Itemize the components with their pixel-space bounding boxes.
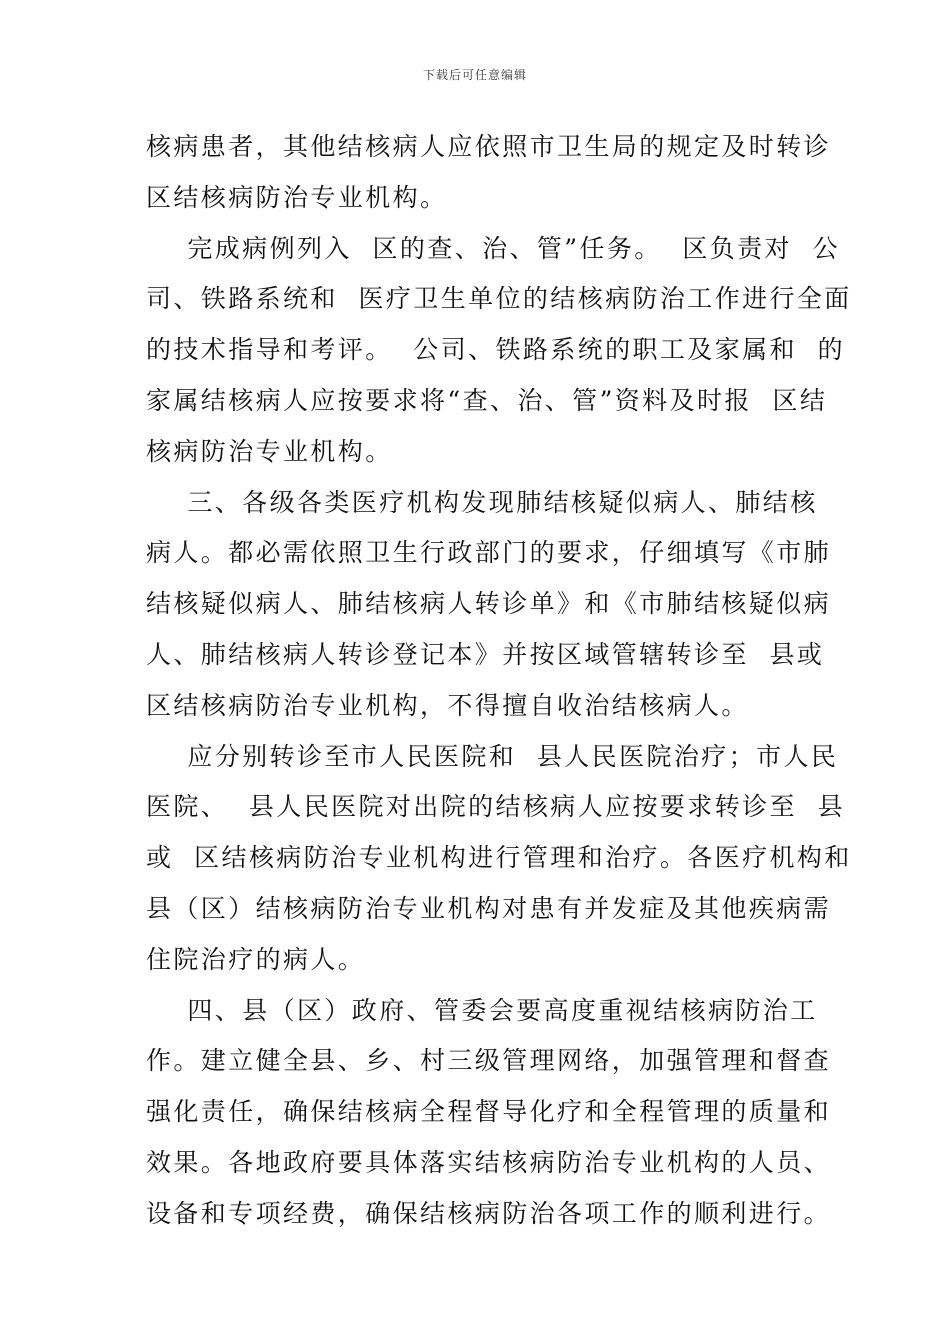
text-line-4: 司、铁路系统和 医疗卫生单位的结核病防治工作进行全面 [146,284,852,314]
text-line-12: 区结核病防治专业机构，不得擅自收治结核病人。 [146,690,749,720]
text-line-22: 设备和专项经费，确保结核病防治各项工作的顺利进行。 [146,1198,832,1228]
text-line-18: 四、县（区）政府、管委会要高度重视结核病防治工 [146,995,818,1025]
text-line-9: 病人。都必需依照卫生行政部门的要求，仔细填写《市肺 [146,538,832,568]
text-line-13: 应分别转诊至市人民医院和 县人民医院治疗；市人民 [146,741,839,771]
text-line-21: 效果。各地政府要具体落实结核病防治专业机构的人员、 [146,1147,832,1177]
text-line-8: 三、各级各类医疗机构发现肺结核疑似病人、肺结核 [146,487,818,517]
text-line-14: 医院、 县人民医院对出院的结核病人应按要求转诊至 县 [146,792,845,822]
header-note: 下载后可任意编辑 [422,68,527,82]
text-line-2: 区结核病防治专业机构。 [146,182,448,212]
text-line-7: 核病防治专业机构。 [146,436,393,466]
text-line-16: 县（区）结核病防治专业机构对患有并发症及其他疾病需 [146,893,832,923]
text-line-10: 结核疑似病人、肺结核病人转诊单》和《市肺结核疑似病 [146,589,832,619]
text-line-20: 强化责任，确保结核病全程督导化疗和全程管理的质量和 [146,1097,832,1127]
text-line-15: 或 区结核病防治专业机构进行管理和治疗。各医疗机构和 [146,843,852,873]
text-line-19: 作。建立健全县、乡、村三级管理网络，加强管理和督查 [146,1046,832,1076]
text-line-11: 人、肺结核病人转诊登记本》并按区域管辖转诊至 县或 [146,639,825,669]
document-body [146,122,852,1240]
text-line-3: 完成病例列入 区的查、治、管”任务。 区负责对 公 [146,233,841,263]
text-line-1: 核病患者，其他结核病人应依照市卫生局的规定及时转诊 [146,132,832,161]
text-line-17: 住院治疗的病人。 [146,944,366,974]
text-line-6: 家属结核病人应按要求将“查、治、管”资料及时报 区结 [146,385,828,415]
text-line-5: 的技术指导和考评。 公司、铁路系统的职工及家属和 的 [146,335,845,365]
